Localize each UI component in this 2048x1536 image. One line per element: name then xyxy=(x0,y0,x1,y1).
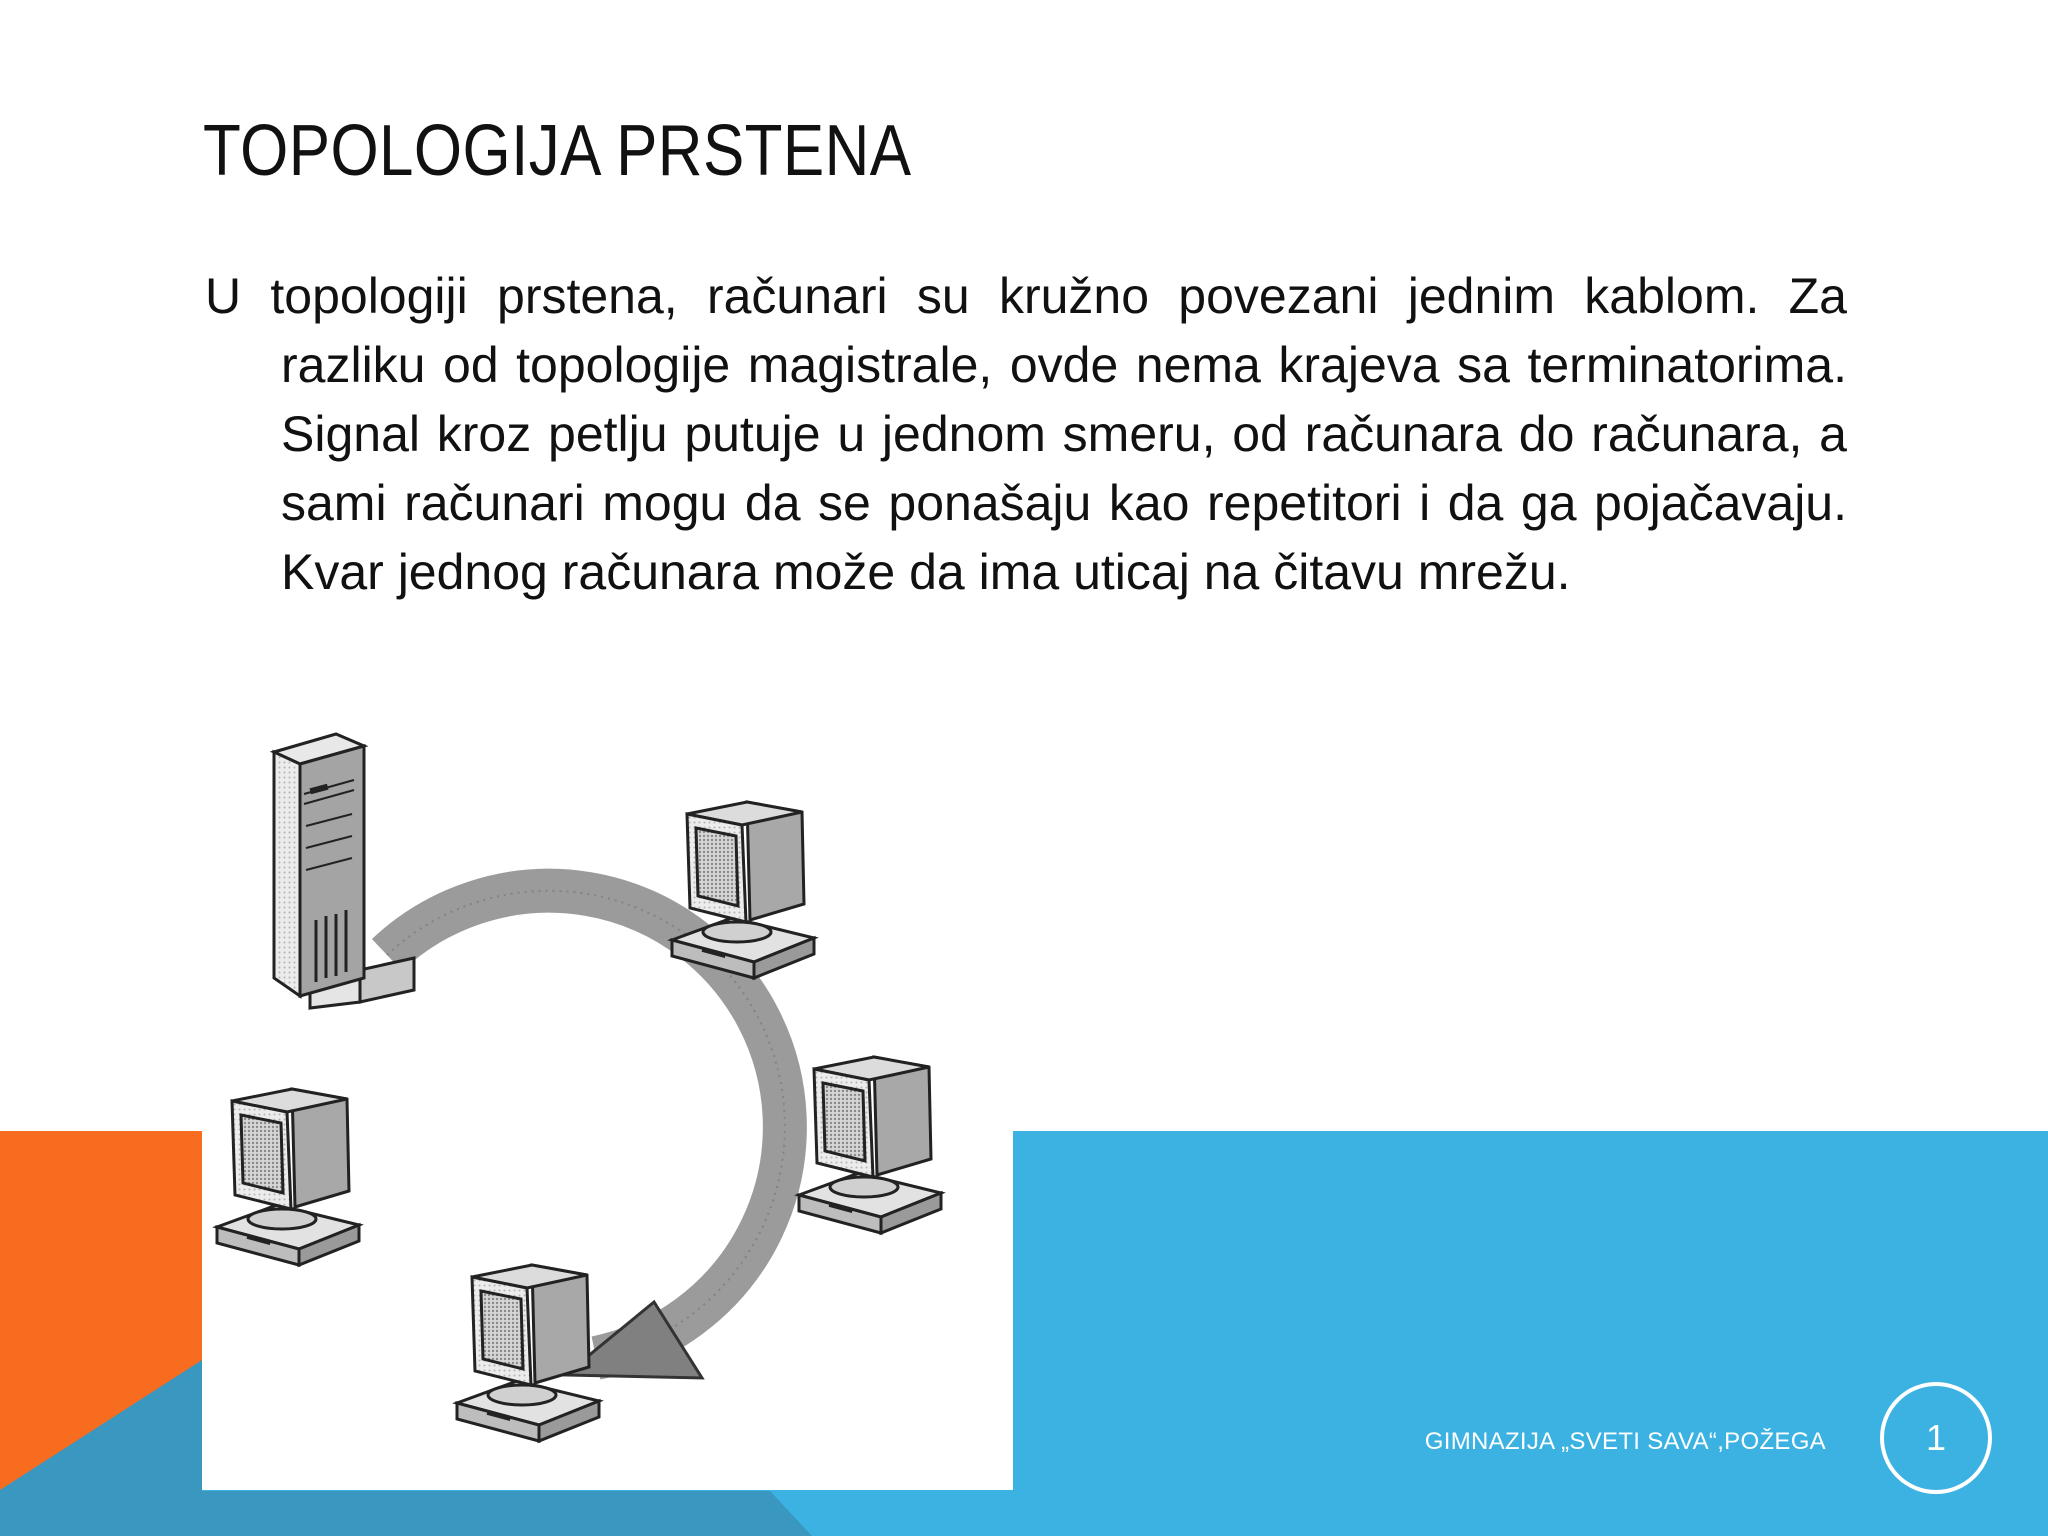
ring-topology-diagram xyxy=(202,730,1013,1490)
computer-icon-top-right xyxy=(672,802,814,978)
computer-icon-right xyxy=(799,1057,941,1233)
server-icon xyxy=(274,734,414,1008)
footer-school-name: GIMNAZIJA „SVETI SAVA“,POŽEGA xyxy=(1424,1428,1826,1455)
slide-title: TOPOLOGIJA PRSTENA xyxy=(203,111,912,191)
computer-icon-bottom xyxy=(457,1265,599,1441)
page-number-badge xyxy=(1880,1382,1992,1494)
page-number: 1 xyxy=(1925,1417,1947,1458)
computer-icon-left xyxy=(217,1089,359,1265)
body-paragraph: U topologiji prstena, računari su kružno povezani jednim kablom. Za razliku od topologije magistrale, ovde nema krajeva sa terminatorima. Signal kroz petlju putuje u jednom smeru, od računara do računara, a sami računari mogu da se ponašaju kao repetitori i da ga pojačavaju. Kvar jednog računara može da ima uticaj na čitavu mrežu. xyxy=(205,268,1847,600)
